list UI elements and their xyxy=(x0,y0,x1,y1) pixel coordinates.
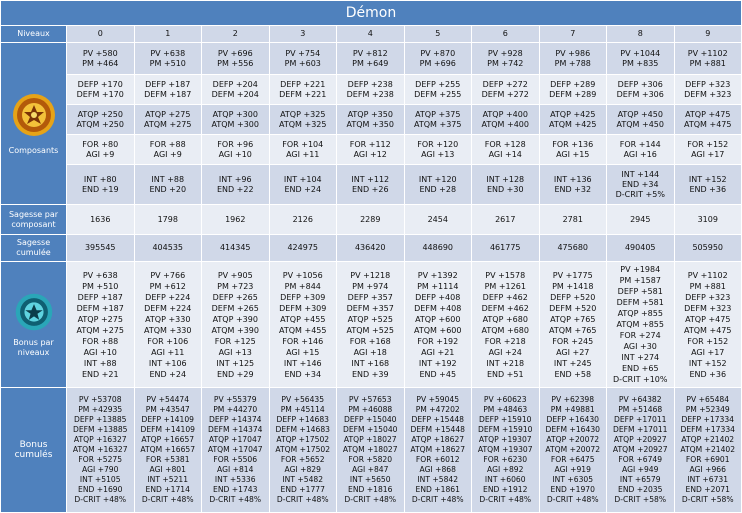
bonus-cumules-cell: PV +64382 PM +51468 DEFP +17011 DEFM +17011 ATQP +20927 ATQM +20927 FOR +6749 AGI +949 INT +6579 END +2035 D-CRIT +58% xyxy=(607,388,675,513)
pv-pm-cell: PV +638 PM +510 xyxy=(134,43,202,75)
int-end-cell: INT +96 END +22 xyxy=(202,165,270,205)
sagesse-composant-cell: 2781 xyxy=(539,205,607,235)
sagesse-composant-cell: 2454 xyxy=(404,205,472,235)
sagesse-cumulee-cell: 490405 xyxy=(607,235,675,262)
defp-defm-cell: DEFP +204 DEFM +204 xyxy=(202,75,270,105)
bonus-niveaux-cell: PV +1218 PM +974 DEFP +357 DEFM +357 ATQP +525 ATQM +525 FOR +168 AGI +18 INT +168 END +39 xyxy=(337,262,405,388)
for-agi-cell: FOR +112 AGI +12 xyxy=(337,135,405,165)
defp-defm-cell: DEFP +306 DEFM +306 xyxy=(607,75,675,105)
defp-defm-cell: DEFP +238 DEFM +238 xyxy=(337,75,405,105)
for-agi-cell: FOR +136 AGI +15 xyxy=(539,135,607,165)
composants-label: Composants xyxy=(8,145,59,155)
pv-pm-cell: PV +812 PM +649 xyxy=(337,43,405,75)
pv-pm-cell: PV +986 PM +788 xyxy=(539,43,607,75)
int-end-cell: INT +152 END +36 xyxy=(674,165,742,205)
defp-defm-cell: DEFP +170 DEFM +170 xyxy=(67,75,135,105)
level-header-cell: 7 xyxy=(539,26,607,43)
bonus-cumules-cell: PV +56435 PM +45114 DEFP +14683 DEFM +14683 ATQP +17502 ATQM +17502 FOR +5652 AGI +829 INT +5482 END +1777 D-CRIT +48% xyxy=(269,388,337,513)
atqp-atqm-cell: ATQP +325 ATQM +325 xyxy=(269,105,337,135)
defp-defm-cell: DEFP +272 DEFM +272 xyxy=(472,75,540,105)
bonus-cumules-cell: PV +60623 PM +48463 DEFP +15910 DEFM +15910 ATQP +19307 ATQM +19307 FOR +6230 AGI +892 INT +6060 END +1912 D-CRIT +48% xyxy=(472,388,540,513)
int-end-cell: INT +80 END +19 xyxy=(67,165,135,205)
for-agi-cell: FOR +104 AGI +11 xyxy=(269,135,337,165)
sagesse-cumulee-cell: 448690 xyxy=(404,235,472,262)
defp-defm-cell: DEFP +323 DEFM +323 xyxy=(674,75,742,105)
level-header-cell: 4 xyxy=(337,26,405,43)
defp-defm-cell: DEFP +221 DEFM +221 xyxy=(269,75,337,105)
sagesse-composant-cell: 1798 xyxy=(134,205,202,235)
sagesse-cumulee-label: Sagesse cumulée xyxy=(1,235,67,262)
bonus-niveaux-cell: PV +1102 PM +881 DEFP +323 DEFM +323 ATQP +475 ATQM +475 FOR +152 AGI +17 INT +152 END +36 xyxy=(674,262,742,388)
defp-defm-cell: DEFP +187 DEFM +187 xyxy=(134,75,202,105)
level-header-cell: 8 xyxy=(607,26,675,43)
bonus-niveaux-cell: PV +638 PM +510 DEFP +187 DEFM +187 ATQP +275 ATQM +275 FOR +88 AGI +10 INT +88 END +21 xyxy=(67,262,135,388)
bonus-cumules-cell: PV +53708 PM +42935 DEFP +13885 DEFM +13885 ATQP +16327 ATQM +16327 FOR +5275 AGI +790 INT +5105 END +1690 D-CRIT +48% xyxy=(67,388,135,513)
for-agi-cell: FOR +120 AGI +13 xyxy=(404,135,472,165)
demon-orange-icon xyxy=(11,92,57,138)
sagesse-composant-cell: 2126 xyxy=(269,205,337,235)
atqp-atqm-cell: ATQP +425 ATQM +425 xyxy=(539,105,607,135)
for-agi-cell: FOR +152 AGI +17 xyxy=(674,135,742,165)
sagesse-cumulee-cell: 461775 xyxy=(472,235,540,262)
int-end-cell: INT +104 END +24 xyxy=(269,165,337,205)
sagesse-composant-cell: 1636 xyxy=(67,205,135,235)
for-agi-cell: FOR +144 AGI +16 xyxy=(607,135,675,165)
for-agi-cell: FOR +88 AGI +9 xyxy=(134,135,202,165)
levels-header-label: Niveaux xyxy=(1,26,67,43)
atqp-atqm-cell: ATQP +400 ATQM +400 xyxy=(472,105,540,135)
pv-pm-cell: PV +754 PM +603 xyxy=(269,43,337,75)
for-agi-cell: FOR +80 AGI +9 xyxy=(67,135,135,165)
sagesse-cumulee-cell: 414345 xyxy=(202,235,270,262)
bonus-niveaux-cell: PV +1056 PM +844 DEFP +309 DEFM +309 ATQP +455 ATQM +455 FOR +146 AGI +15 INT +146 END +34 xyxy=(269,262,337,388)
sagesse-composant-cell: 1962 xyxy=(202,205,270,235)
level-header-cell: 2 xyxy=(202,26,270,43)
sagesse-cumulee-cell: 475680 xyxy=(539,235,607,262)
atqp-atqm-cell: ATQP +300 ATQM +300 xyxy=(202,105,270,135)
defp-defm-cell: DEFP +289 DEFM +289 xyxy=(539,75,607,105)
pv-pm-cell: PV +1044 PM +835 xyxy=(607,43,675,75)
sagesse-cumulee-cell: 424975 xyxy=(269,235,337,262)
sagesse-cumulee-cell: 395545 xyxy=(67,235,135,262)
level-header-cell: 5 xyxy=(404,26,472,43)
sagesse-composant-cell: 2617 xyxy=(472,205,540,235)
atqp-atqm-cell: ATQP +450 ATQM +450 xyxy=(607,105,675,135)
level-header-cell: 3 xyxy=(269,26,337,43)
bonus-cumules-cell: PV +62398 PM +49881 DEFP +16430 DEFM +16430 ATQP +20072 ATQM +20072 FOR +6475 AGI +919 INT +6305 END +1970 D-CRIT +48% xyxy=(539,388,607,513)
int-end-cell: INT +88 END +20 xyxy=(134,165,202,205)
bonus-niveaux-label-cell xyxy=(1,262,67,388)
pv-pm-cell: PV +870 PM +696 xyxy=(404,43,472,75)
atqp-atqm-cell: ATQP +375 ATQM +375 xyxy=(404,105,472,135)
pv-pm-cell: PV +928 PM +742 xyxy=(472,43,540,75)
level-header-cell: 6 xyxy=(472,26,540,43)
atqp-atqm-cell: ATQP +350 ATQM +350 xyxy=(337,105,405,135)
sagesse-cumulee-cell: 404535 xyxy=(134,235,202,262)
int-end-cell: INT +120 END +28 xyxy=(404,165,472,205)
sagesse-composant-label: Sagesse par composant xyxy=(1,205,67,235)
for-agi-cell: FOR +96 AGI +10 xyxy=(202,135,270,165)
page-title: Démon xyxy=(1,1,742,26)
bonus-cumules-cell: PV +57653 PM +46088 DEFP +15040 DEFM +15040 ATQP +18027 ATQM +18027 FOR +5820 AGI +847 INT +5650 END +1816 D-CRIT +48% xyxy=(337,388,405,513)
bonus-niveaux-cell: PV +1578 PM +1261 DEFP +462 DEFM +462 ATQP +680 ATQM +680 FOR +218 AGI +24 INT +218 END +51 xyxy=(472,262,540,388)
composants-label-cell xyxy=(1,43,67,205)
bonus-cumules-cell: PV +54474 PM +43547 DEFP +14109 DEFM +14109 ATQP +16657 ATQM +16657 FOR +5381 AGI +801 INT +5211 END +1714 D-CRIT +48% xyxy=(134,388,202,513)
bonus-niveaux-cell: PV +1984 PM +1587 DEFP +581 DEFM +581 ATQP +855 ATQM +855 FOR +274 AGI +30 INT +274 END +65 D-CRIT +10% xyxy=(607,262,675,388)
bonus-niveaux-cell: PV +1775 PM +1418 DEFP +520 DEFM +520 ATQP +765 ATQM +765 FOR +245 AGI +27 INT +245 END +58 xyxy=(539,262,607,388)
sagesse-composant-cell: 2945 xyxy=(607,205,675,235)
int-end-cell: INT +136 END +32 xyxy=(539,165,607,205)
atqp-atqm-cell: ATQP +475 ATQM +475 xyxy=(674,105,742,135)
sagesse-composant-cell: 2289 xyxy=(337,205,405,235)
bonus-cumules-cell: PV +55379 PM +44270 DEFP +14374 DEFM +14374 ATQP +17047 ATQM +17047 FOR +5506 AGI +814 INT +5336 END +1743 D-CRIT +48% xyxy=(202,388,270,513)
sagesse-cumulee-cell: 505950 xyxy=(674,235,742,262)
bonus-niveaux-label: Bonus par niveaux xyxy=(13,337,54,357)
sagesse-cumulee-cell: 436420 xyxy=(337,235,405,262)
int-end-cell: INT +144 END +34 D-CRIT +5% xyxy=(607,165,675,205)
atqp-atqm-cell: ATQP +250 ATQM +250 xyxy=(67,105,135,135)
pv-pm-cell: PV +696 PM +556 xyxy=(202,43,270,75)
bonus-niveaux-cell: PV +1392 PM +1114 DEFP +408 DEFM +408 ATQP +600 ATQM +600 FOR +192 AGI +21 INT +192 END +45 xyxy=(404,262,472,388)
bonus-niveaux-cell: PV +905 PM +723 DEFP +265 DEFM +265 ATQP +390 ATQM +390 FOR +125 AGI +13 INT +125 END +29 xyxy=(202,262,270,388)
bonus-niveaux-cell: PV +766 PM +612 DEFP +224 DEFM +224 ATQP +330 ATQM +330 FOR +106 AGI +11 INT +106 END +24 xyxy=(134,262,202,388)
level-header-cell: 1 xyxy=(134,26,202,43)
pv-pm-cell: PV +1102 PM +881 xyxy=(674,43,742,75)
for-agi-cell: FOR +128 AGI +14 xyxy=(472,135,540,165)
level-header-cell: 0 xyxy=(67,26,135,43)
defp-defm-cell: DEFP +255 DEFM +255 xyxy=(404,75,472,105)
bonus-cumules-label: Bonus cumulés xyxy=(1,388,67,513)
int-end-cell: INT +112 END +26 xyxy=(337,165,405,205)
bonus-cumules-cell: PV +59045 PM +47202 DEFP +15448 DEFM +15448 ATQP +18627 ATQM +18627 FOR +6012 AGI +868 INT +5842 END +1861 D-CRIT +48% xyxy=(404,388,472,513)
demon-blue-icon xyxy=(14,292,54,332)
atqp-atqm-cell: ATQP +275 ATQM +275 xyxy=(134,105,202,135)
level-header-cell: 9 xyxy=(674,26,742,43)
sagesse-composant-cell: 3109 xyxy=(674,205,742,235)
bonus-cumules-cell: PV +65484 PM +52349 DEFP +17334 DEFM +17334 ATQP +21402 ATQM +21402 FOR +6901 AGI +966 INT +6731 END +2071 D-CRIT +58% xyxy=(674,388,742,513)
int-end-cell: INT +128 END +30 xyxy=(472,165,540,205)
pv-pm-cell: PV +580 PM +464 xyxy=(67,43,135,75)
